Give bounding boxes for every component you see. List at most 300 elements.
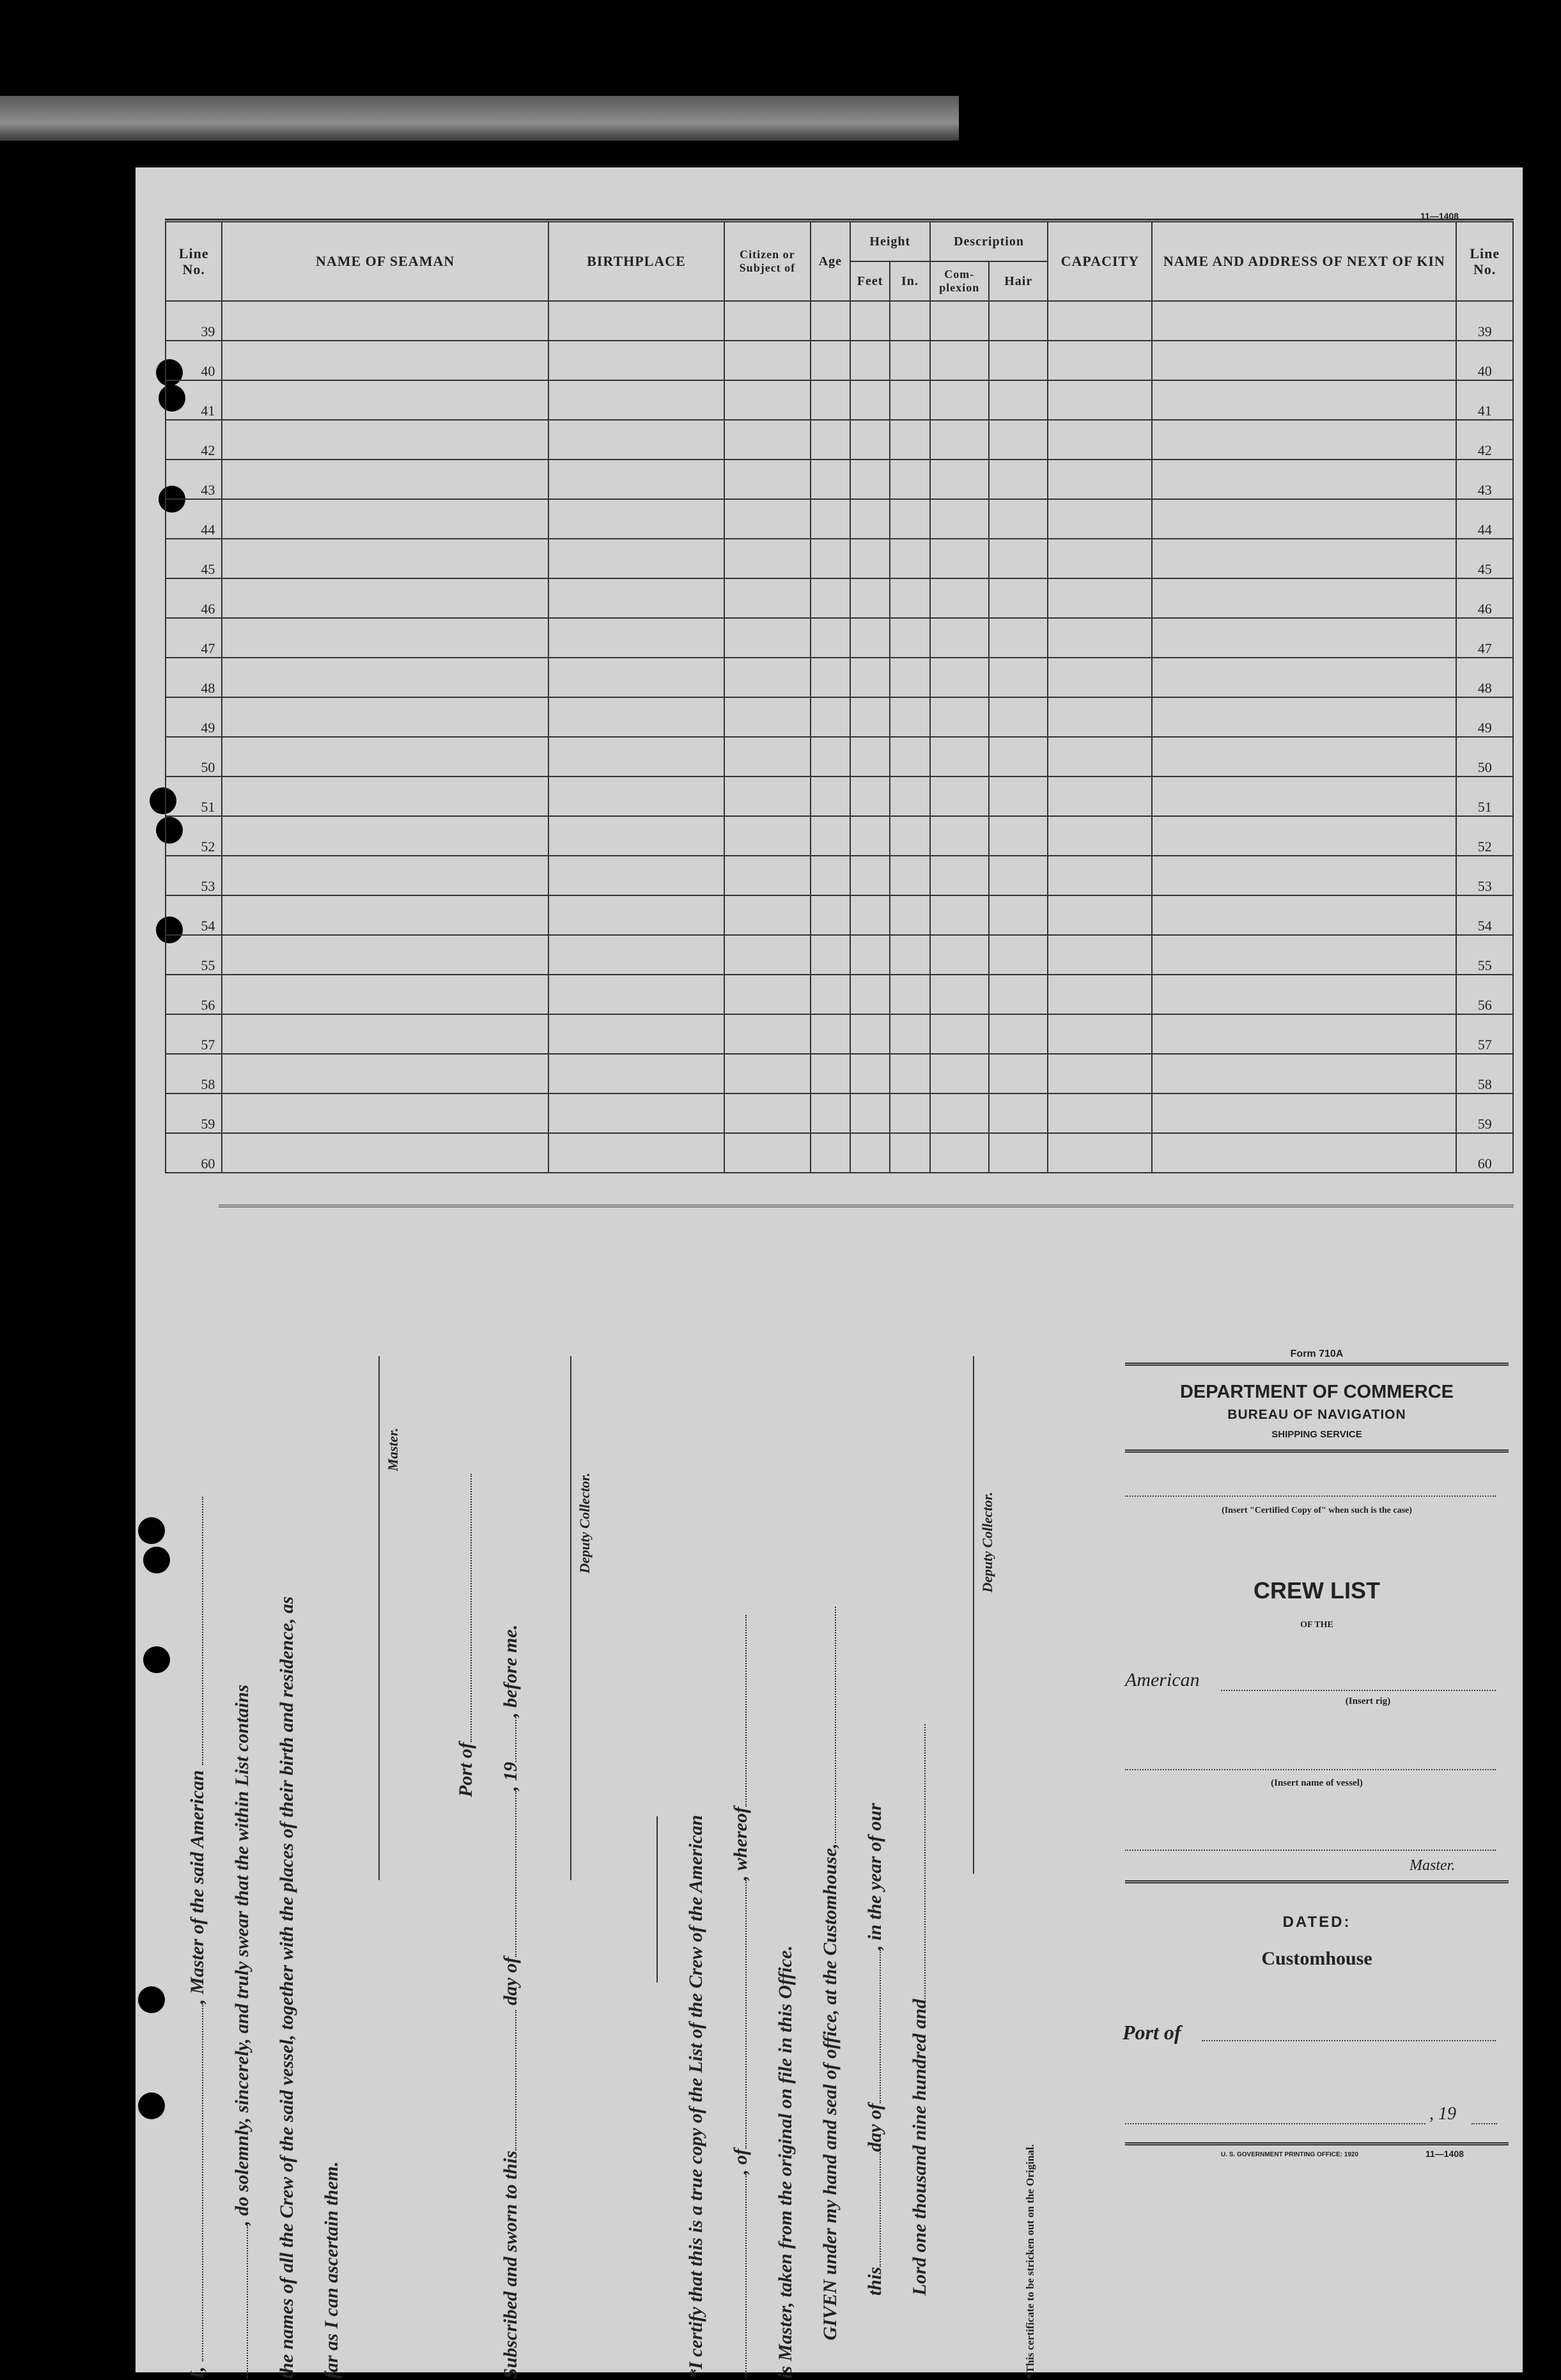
row-cell[interactable] — [850, 697, 890, 737]
cert-true-copy: *I certify that this is a true copy of the List of the Crew of the American — [685, 1814, 706, 2379]
row-cell[interactable] — [548, 856, 724, 895]
row-cell[interactable] — [548, 895, 724, 935]
row-cell[interactable] — [724, 975, 811, 1014]
row-cell[interactable] — [850, 816, 890, 856]
row-cell[interactable] — [930, 816, 989, 856]
row-cell[interactable] — [548, 578, 724, 618]
row-cell[interactable] — [1048, 539, 1152, 578]
row-cell[interactable] — [548, 975, 724, 1014]
row-cell[interactable] — [811, 1133, 850, 1173]
separator-rule — [656, 1816, 658, 1982]
row-cell[interactable] — [930, 301, 989, 341]
row-line-number: 52 — [166, 816, 222, 856]
row-cell[interactable] — [989, 539, 1048, 578]
header-description: Description — [930, 222, 1048, 261]
row-cell[interactable] — [989, 1014, 1048, 1054]
row-cell[interactable] — [850, 460, 890, 499]
row-cell[interactable] — [850, 737, 890, 777]
row-cell[interactable] — [890, 1093, 929, 1133]
row-cell[interactable] — [548, 301, 724, 341]
row-cell[interactable] — [811, 895, 850, 935]
cert-customhouse-field[interactable] — [835, 1607, 836, 1843]
row-cell[interactable] — [989, 618, 1048, 658]
row-cell[interactable] — [930, 697, 989, 737]
cert-master-field[interactable] — [745, 1615, 747, 1807]
cover-master-field[interactable] — [1125, 1850, 1496, 1851]
row-cell[interactable] — [548, 499, 724, 539]
row-cell[interactable] — [811, 301, 850, 341]
row-cell[interactable] — [724, 895, 811, 935]
row-cell[interactable] — [890, 697, 929, 737]
row-cell[interactable] — [850, 777, 890, 816]
row-cell[interactable] — [811, 975, 850, 1014]
row-line-number-right: 45 — [1456, 539, 1513, 578]
oath-master-name-field[interactable] — [202, 2004, 203, 2361]
row-cell[interactable] — [989, 1133, 1048, 1173]
table-row — [166, 1093, 1513, 1133]
row-cell[interactable] — [811, 341, 850, 380]
row-cell[interactable] — [890, 499, 929, 539]
row-cell[interactable] — [548, 1093, 724, 1133]
row-cell[interactable] — [222, 539, 548, 578]
cert-month-field[interactable] — [880, 1950, 881, 2103]
cert-vessel-field[interactable] — [745, 2174, 747, 2379]
row-cell[interactable] — [850, 1054, 890, 1093]
row-cell[interactable] — [850, 895, 890, 935]
row-cell[interactable] — [724, 420, 811, 460]
row-cell[interactable] — [850, 935, 890, 975]
punch-hole — [143, 1547, 170, 1573]
row-cell[interactable] — [724, 777, 811, 816]
cover-rig-field[interactable] — [1221, 1690, 1496, 1691]
row-cell[interactable] — [930, 1133, 989, 1173]
row-cell[interactable] — [1048, 1133, 1152, 1173]
row-cell[interactable] — [989, 975, 1048, 1014]
row-cell[interactable] — [811, 1014, 850, 1054]
row-cell[interactable] — [890, 341, 929, 380]
row-cell[interactable] — [850, 975, 890, 1014]
cover-date-field[interactable] — [1125, 2123, 1425, 2124]
row-cell[interactable] — [548, 935, 724, 975]
row-cell[interactable] — [1152, 460, 1456, 499]
row-cell[interactable] — [890, 420, 929, 460]
oath-block — [187, 1292, 1082, 2379]
cert-day-field[interactable] — [880, 2152, 881, 2267]
row-cell[interactable] — [930, 1093, 989, 1133]
row-cell[interactable] — [989, 935, 1048, 975]
row-cell[interactable] — [930, 895, 989, 935]
oath-day-of: day of — [500, 1956, 521, 2005]
row-cell[interactable] — [1048, 341, 1152, 380]
row-cell[interactable] — [811, 578, 850, 618]
row-cell[interactable] — [850, 1093, 890, 1133]
row-line-number-right: 52 — [1456, 816, 1513, 856]
row-cell[interactable] — [724, 341, 811, 380]
row-cell[interactable] — [930, 1054, 989, 1093]
row-cell[interactable] — [890, 301, 929, 341]
table-row — [166, 777, 1513, 816]
row-cell[interactable] — [1152, 856, 1456, 895]
cert-year-of-our: , in the year of our — [864, 1803, 885, 1951]
row-cell[interactable] — [548, 380, 724, 420]
row-cell[interactable] — [811, 1054, 850, 1093]
row-cell[interactable] — [1152, 420, 1456, 460]
row-cell[interactable] — [811, 539, 850, 578]
row-cell[interactable] — [890, 895, 929, 935]
row-cell[interactable] — [811, 816, 850, 856]
row-cell[interactable] — [222, 420, 548, 460]
row-cell[interactable] — [930, 420, 989, 460]
oath-deputy-collector-1: Deputy Collector. — [577, 1472, 593, 1573]
row-cell[interactable] — [222, 658, 548, 697]
row-cell[interactable] — [724, 856, 811, 895]
row-cell[interactable] — [222, 777, 548, 816]
row-cell[interactable] — [1048, 856, 1152, 895]
row-cell[interactable] — [1152, 895, 1456, 935]
row-cell[interactable] — [989, 777, 1048, 816]
row-cell[interactable] — [850, 539, 890, 578]
row-cell[interactable] — [850, 578, 890, 618]
header-name: NAME OF SEAMAN — [222, 222, 548, 301]
row-cell[interactable] — [548, 658, 724, 697]
row-cell[interactable] — [1152, 816, 1456, 856]
row-cell[interactable] — [890, 658, 929, 697]
row-cell[interactable] — [1048, 578, 1152, 618]
row-cell[interactable] — [890, 975, 929, 1014]
row-cell[interactable] — [222, 895, 548, 935]
cover-year-prefix: , 19 — [1429, 2104, 1456, 2124]
row-cell[interactable] — [850, 658, 890, 697]
row-cell[interactable] — [850, 499, 890, 539]
row-cell[interactable] — [811, 380, 850, 420]
header-age: Age — [811, 222, 850, 301]
row-cell[interactable] — [548, 460, 724, 499]
row-cell[interactable] — [930, 341, 989, 380]
row-cell[interactable] — [811, 499, 850, 539]
oath-port-field[interactable] — [470, 1474, 472, 1742]
row-cell[interactable] — [222, 697, 548, 737]
row-cell[interactable] — [1048, 816, 1152, 856]
row-cell[interactable] — [724, 460, 811, 499]
row-cell[interactable] — [1152, 1014, 1456, 1054]
row-cell[interactable] — [850, 420, 890, 460]
row-cell[interactable] — [548, 420, 724, 460]
row-cell[interactable] — [724, 499, 811, 539]
cover-form-code: 11—1408 — [1425, 2149, 1464, 2159]
table-row — [166, 578, 1513, 618]
row-cell[interactable] — [890, 539, 929, 578]
row-cell[interactable] — [724, 1093, 811, 1133]
cover-top-rule — [1125, 1363, 1509, 1366]
row-cell[interactable] — [222, 618, 548, 658]
row-cell[interactable] — [548, 737, 724, 777]
row-cell[interactable] — [989, 380, 1048, 420]
row-line-number-right: 55 — [1456, 935, 1513, 975]
row-cell[interactable] — [850, 301, 890, 341]
row-cell[interactable] — [989, 697, 1048, 737]
header-hair: Hair — [989, 261, 1048, 301]
row-cell[interactable] — [1048, 658, 1152, 697]
row-cell[interactable] — [1048, 975, 1152, 1014]
row-cell[interactable] — [548, 816, 724, 856]
row-cell[interactable] — [811, 935, 850, 975]
cert-port-field[interactable] — [745, 1880, 747, 2149]
row-cell[interactable] — [989, 460, 1048, 499]
row-cell[interactable] — [989, 578, 1048, 618]
row-cell[interactable] — [930, 618, 989, 658]
row-cell[interactable] — [724, 578, 811, 618]
row-cell[interactable] — [1152, 935, 1456, 975]
row-cell[interactable] — [989, 1093, 1048, 1133]
table-row — [166, 380, 1513, 420]
row-cell[interactable] — [850, 380, 890, 420]
row-line-number-right: 53 — [1456, 856, 1513, 895]
row-cell[interactable] — [1152, 499, 1456, 539]
row-line-number-right: 42 — [1456, 420, 1513, 460]
row-cell[interactable] — [930, 578, 989, 618]
oath-ascertain-line: far as I can ascertain them. — [321, 2161, 342, 2379]
row-cell[interactable] — [1152, 1133, 1456, 1173]
row-cell[interactable] — [850, 1133, 890, 1173]
row-cell[interactable] — [222, 1133, 548, 1173]
row-cell[interactable] — [890, 1054, 929, 1093]
row-cell[interactable] — [222, 935, 548, 975]
row-cell[interactable] — [1152, 618, 1456, 658]
row-cell[interactable] — [548, 777, 724, 816]
row-cell[interactable] — [1152, 341, 1456, 380]
row-cell[interactable] — [724, 539, 811, 578]
row-cell[interactable] — [850, 618, 890, 658]
row-cell[interactable] — [222, 1014, 548, 1054]
row-cell[interactable] — [222, 975, 548, 1014]
row-line-number: 42 — [166, 420, 222, 460]
row-cell[interactable] — [930, 539, 989, 578]
row-cell[interactable] — [724, 658, 811, 697]
row-cell[interactable] — [1048, 499, 1152, 539]
row-line-number: 47 — [166, 618, 222, 658]
row-cell[interactable] — [850, 1014, 890, 1054]
row-cell[interactable] — [811, 777, 850, 816]
oath-vessel-name-field[interactable] — [202, 1497, 203, 1765]
row-cell[interactable] — [724, 737, 811, 777]
row-cell[interactable] — [930, 658, 989, 697]
row-cell[interactable] — [1152, 975, 1456, 1014]
row-cell[interactable] — [811, 460, 850, 499]
row-line-number-right: 48 — [1456, 658, 1513, 697]
row-cell[interactable] — [548, 1054, 724, 1093]
row-cell[interactable] — [1152, 658, 1456, 697]
cert-whereof: , whereof — [730, 1807, 751, 1880]
row-cell[interactable] — [890, 777, 929, 816]
row-cell[interactable] — [930, 975, 989, 1014]
row-cell[interactable] — [724, 697, 811, 737]
row-cell[interactable] — [1048, 935, 1152, 975]
row-cell[interactable] — [811, 856, 850, 895]
row-cell[interactable] — [989, 341, 1048, 380]
row-cell[interactable] — [890, 380, 929, 420]
row-cell[interactable] — [890, 1133, 929, 1173]
row-cell[interactable] — [222, 341, 548, 380]
row-cell[interactable] — [1048, 420, 1152, 460]
header-birthplace: BIRTHPLACE — [548, 222, 724, 301]
row-cell[interactable] — [811, 1093, 850, 1133]
row-cell[interactable] — [1152, 380, 1456, 420]
row-cell[interactable] — [222, 460, 548, 499]
row-cell[interactable] — [989, 856, 1048, 895]
row-line-number: 59 — [166, 1093, 222, 1133]
row-line-number: 41 — [166, 380, 222, 420]
row-cell[interactable] — [548, 341, 724, 380]
row-cell[interactable] — [989, 1054, 1048, 1093]
row-cell[interactable] — [989, 816, 1048, 856]
row-cell[interactable] — [811, 420, 850, 460]
row-cell[interactable] — [930, 1014, 989, 1054]
cover-year-field[interactable] — [1472, 2123, 1497, 2124]
row-cell[interactable] — [890, 578, 929, 618]
punch-hole — [143, 1646, 170, 1673]
row-cell[interactable] — [222, 737, 548, 777]
cover-of-the: OF THE — [1300, 1620, 1333, 1630]
row-cell[interactable] — [890, 816, 929, 856]
oath-vessel-field-cont[interactable] — [247, 2225, 248, 2379]
row-cell[interactable] — [1048, 618, 1152, 658]
row-line-number-right: 50 — [1456, 737, 1513, 777]
deputy-signature-rule-2 — [973, 1356, 974, 1874]
row-cell[interactable] — [989, 499, 1048, 539]
cover-certified-note: (Insert "Certified Copy of" when such is the case) — [1222, 1506, 1412, 1515]
row-cell[interactable] — [724, 618, 811, 658]
row-cell[interactable] — [930, 856, 989, 895]
row-cell[interactable] — [850, 341, 890, 380]
cover-printer-imprint: U. S. GOVERNMENT PRINTING OFFICE: 1920 — [1221, 2151, 1359, 2158]
row-cell[interactable] — [989, 737, 1048, 777]
row-cell[interactable] — [1152, 777, 1456, 816]
cover-port-field[interactable] — [1202, 2040, 1496, 2041]
row-cell[interactable] — [222, 578, 548, 618]
row-cell[interactable] — [724, 301, 811, 341]
row-cell[interactable] — [989, 301, 1048, 341]
row-cell[interactable] — [222, 856, 548, 895]
row-cell[interactable] — [222, 499, 548, 539]
row-cell[interactable] — [989, 658, 1048, 697]
row-cell[interactable] — [1048, 301, 1152, 341]
row-cell[interactable] — [724, 1133, 811, 1173]
row-cell[interactable] — [930, 777, 989, 816]
row-cell[interactable] — [1152, 1054, 1456, 1093]
row-cell[interactable] — [724, 816, 811, 856]
cert-year-field[interactable] — [924, 1724, 926, 1999]
oath-port-of: Port of — [455, 1742, 476, 1797]
oath-month-field[interactable] — [515, 1791, 516, 1957]
row-cell[interactable] — [222, 380, 548, 420]
oath-before-me: , before me. — [500, 1624, 521, 1717]
top-rule — [165, 219, 1514, 220]
header-height: Height — [850, 222, 930, 261]
row-line-number: 39 — [166, 301, 222, 341]
row-line-number-right: 41 — [1456, 380, 1513, 420]
cover-vessel-field[interactable] — [1125, 1769, 1496, 1770]
row-cell[interactable] — [548, 539, 724, 578]
row-cell[interactable] — [724, 1054, 811, 1093]
row-cell[interactable] — [890, 460, 929, 499]
cover-certified-field[interactable] — [1125, 1495, 1496, 1497]
row-cell[interactable] — [222, 301, 548, 341]
cert-footnote: *This certificate to be stricken out on the Original. — [1024, 2144, 1036, 2379]
row-cell[interactable] — [1152, 578, 1456, 618]
row-cell[interactable] — [811, 618, 850, 658]
row-line-number: 57 — [166, 1014, 222, 1054]
row-cell[interactable] — [1152, 1093, 1456, 1133]
row-cell[interactable] — [989, 895, 1048, 935]
row-cell[interactable] — [1152, 539, 1456, 578]
row-line-number-right: 49 — [1456, 697, 1513, 737]
row-cell[interactable] — [1048, 697, 1152, 737]
row-cell[interactable] — [930, 935, 989, 975]
row-cell[interactable] — [811, 737, 850, 777]
row-cell[interactable] — [890, 737, 929, 777]
row-line-number: 56 — [166, 975, 222, 1014]
row-cell[interactable] — [1048, 1014, 1152, 1054]
row-cell[interactable] — [890, 856, 929, 895]
oath-year-field[interactable] — [515, 1717, 516, 1762]
table-row — [166, 499, 1513, 539]
row-cell[interactable] — [1048, 777, 1152, 816]
row-cell[interactable] — [1048, 737, 1152, 777]
row-cell[interactable] — [548, 697, 724, 737]
table-row — [166, 420, 1513, 460]
row-cell[interactable] — [1152, 697, 1456, 737]
row-cell[interactable] — [548, 1133, 724, 1173]
row-cell[interactable] — [930, 499, 989, 539]
table-row — [166, 737, 1513, 777]
row-cell[interactable] — [930, 460, 989, 499]
row-cell[interactable] — [989, 420, 1048, 460]
row-cell[interactable] — [548, 618, 724, 658]
row-line-number-right: 56 — [1456, 975, 1513, 1014]
cover-master-label: Master. — [1410, 1857, 1456, 1874]
row-cell[interactable] — [222, 1093, 548, 1133]
row-cell[interactable] — [1048, 460, 1152, 499]
row-cell[interactable] — [222, 1054, 548, 1093]
row-cell[interactable] — [1152, 737, 1456, 777]
row-cell[interactable] — [890, 1014, 929, 1054]
row-cell[interactable] — [222, 816, 548, 856]
cert-is-master: is Master, taken from the original on file in this Office. — [775, 1945, 796, 2379]
row-cell[interactable] — [930, 737, 989, 777]
crew-list-sheet — [136, 167, 1523, 2379]
row-cell[interactable] — [724, 1014, 811, 1054]
row-cell[interactable] — [811, 697, 850, 737]
row-cell[interactable] — [890, 935, 929, 975]
row-line-number: 48 — [166, 658, 222, 697]
row-cell[interactable] — [724, 380, 811, 420]
row-cell[interactable] — [850, 856, 890, 895]
cover-american: American — [1125, 1669, 1200, 1690]
row-cell[interactable] — [811, 658, 850, 697]
row-cell[interactable] — [1048, 895, 1152, 935]
header-capacity: CAPACITY — [1048, 222, 1152, 301]
row-cell[interactable] — [1048, 1054, 1152, 1093]
oath-day-field[interactable] — [515, 2010, 516, 2151]
row-cell[interactable] — [930, 380, 989, 420]
row-cell[interactable] — [890, 618, 929, 658]
row-cell[interactable] — [724, 935, 811, 975]
row-line-number-right: 39 — [1456, 301, 1513, 341]
row-cell[interactable] — [548, 1014, 724, 1054]
row-cell[interactable] — [1048, 380, 1152, 420]
row-cell[interactable] — [1048, 1093, 1152, 1133]
row-cell[interactable] — [1152, 301, 1456, 341]
